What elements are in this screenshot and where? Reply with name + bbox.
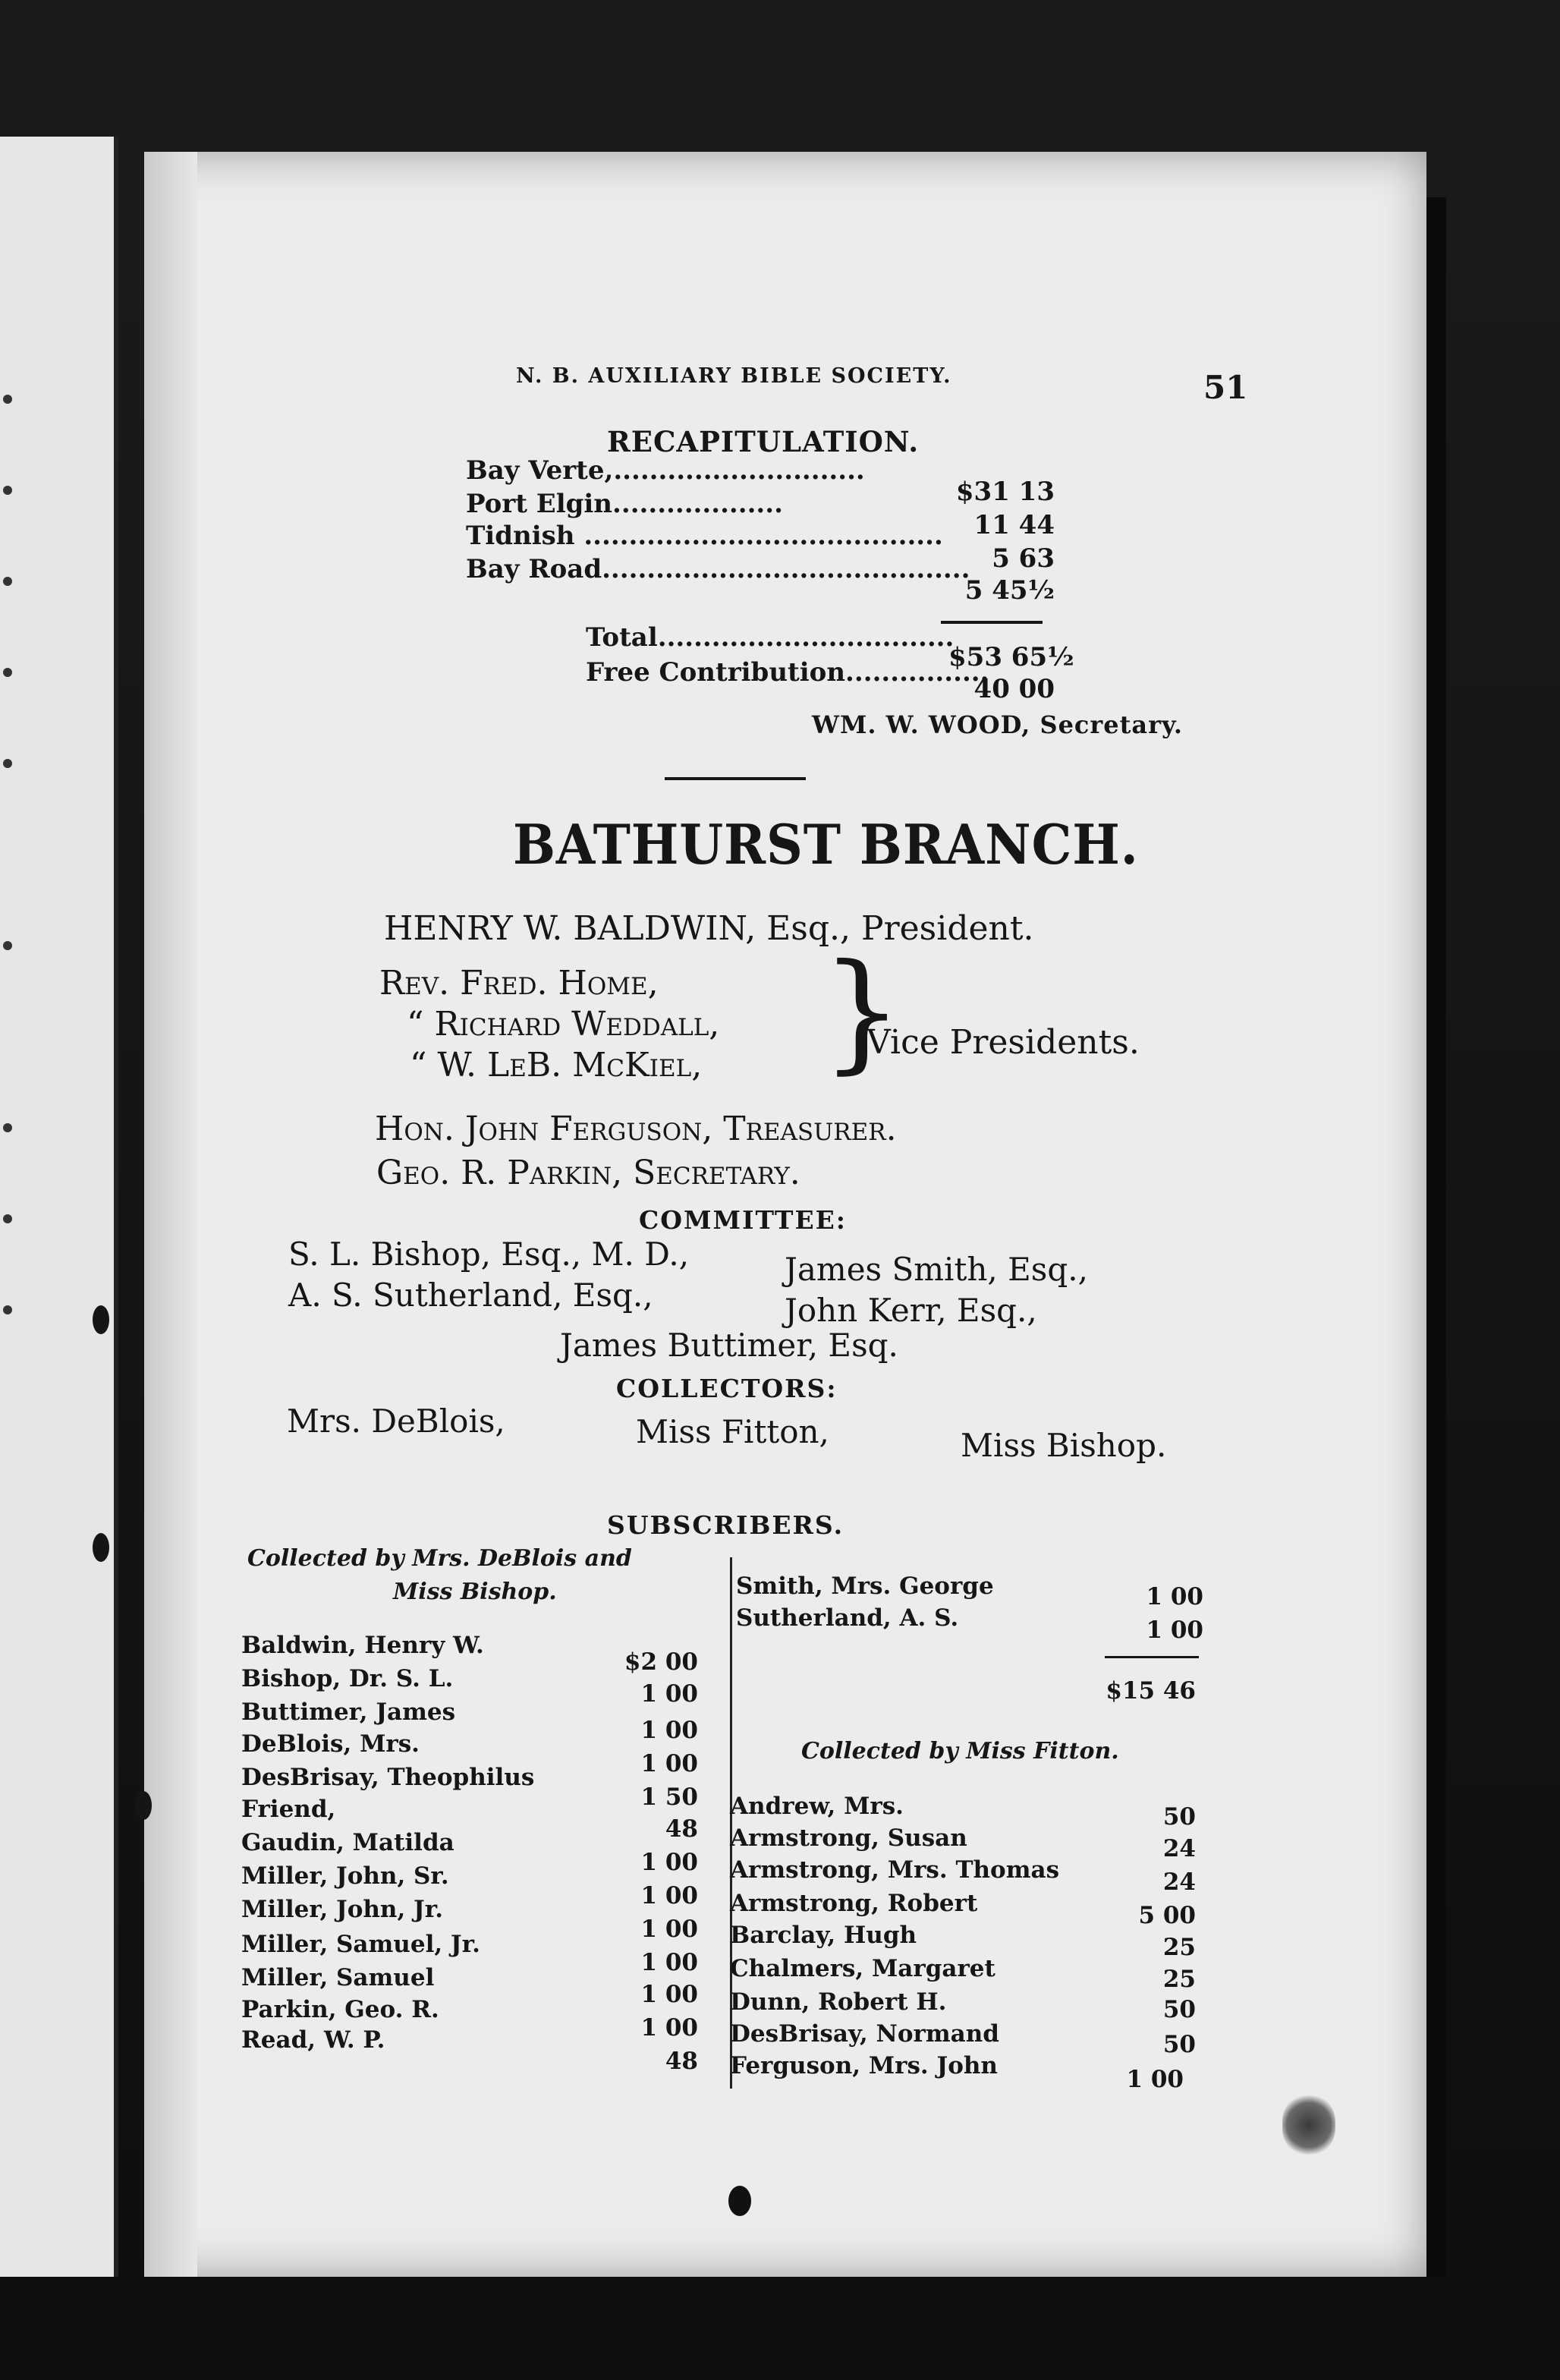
vice-president: “ Richard Weddall, — [407, 1005, 720, 1044]
recap-label: Port Elgin................... — [466, 489, 783, 519]
subscribers-heading: SUBSCRIBERS. — [607, 1510, 844, 1540]
subscriber-amount: 1 00 — [640, 2014, 698, 2042]
sum-rule — [941, 621, 1043, 624]
subscriber-amount: 1 00 — [640, 1882, 698, 1909]
ink-blot — [728, 2186, 751, 2216]
sum-rule — [1105, 1656, 1199, 1658]
recap-label: Tidnish ........................................ — [466, 521, 943, 551]
collectors-heading: COLLECTORS: — [616, 1374, 838, 1403]
subscriber-amount: 1 00 — [640, 1717, 698, 1744]
subscriber-name: Read, W. P. — [241, 2026, 385, 2054]
recap-free-value: 40 00 — [973, 674, 1055, 704]
subscriber-amount: 25 — [1162, 1966, 1196, 1993]
page-number: 51 — [1203, 369, 1248, 406]
subscriber-name: Miller, Samuel — [241, 1964, 435, 1991]
section-divider — [665, 777, 806, 780]
subscriber-name: Bishop, Dr. S. L. — [241, 1665, 454, 1692]
subscriber-amount: 24 — [1162, 1868, 1196, 1896]
committee-heading: COMMITTEE: — [639, 1205, 847, 1235]
subscriber-amount: 1 00 — [640, 1949, 698, 1976]
recap-total-label: Total................................. — [586, 622, 955, 653]
subscriber-amount: 1 00 — [640, 1680, 698, 1708]
subscriber-amount: 1 00 — [640, 1981, 698, 2008]
recap-label: Bay Road......................................... — [466, 554, 970, 584]
page-gutter — [144, 152, 197, 2277]
subscriber-amount: 48 — [665, 1815, 698, 1843]
secretary: Geo. R. Parkin, Secretary. — [376, 1154, 800, 1192]
recap-value: 5 45½ — [964, 575, 1055, 606]
treasurer: Hon. John Ferguson, Treasurer. — [375, 1110, 897, 1148]
binding-hole — [93, 1533, 109, 1562]
subscriber-amount: 1 00 — [1146, 1583, 1203, 1610]
subscriber-name: Miller, John, Sr. — [241, 1862, 449, 1890]
subscriber-amount: 24 — [1162, 1835, 1196, 1862]
subscriber-name: Armstrong, Robert — [730, 1890, 978, 1917]
subscriber-amount: 25 — [1162, 1934, 1196, 1961]
subscriber-name: DeBlois, Mrs. — [241, 1730, 420, 1758]
subscriber-name: Ferguson, Mrs. John — [730, 2052, 998, 2079]
subscriber-name: Chalmers, Margaret — [730, 1955, 995, 1982]
running-header: N. B. AUXILIARY BIBLE SOCIETY. — [516, 364, 952, 388]
committee-member: A. S. Sutherland, Esq., — [288, 1277, 653, 1314]
subscriber-amount: 1 00 — [640, 1750, 698, 1777]
collector: Miss Fitton, — [636, 1413, 829, 1450]
subscriber-amount: 1 00 — [640, 1916, 698, 1943]
subscriber-name: Miller, Samuel, Jr. — [241, 1931, 480, 1958]
subscriber-name: Armstrong, Mrs. Thomas — [730, 1856, 1060, 1884]
recap-heading: RECAPITULATION. — [607, 425, 920, 458]
subscriber-name: Smith, Mrs. George — [736, 1572, 994, 1600]
subscriber-name: Dunn, Robert H. — [730, 1988, 947, 2016]
branch-title: BATHURST BRANCH. — [513, 812, 1139, 877]
brace-icon: } — [821, 937, 904, 1087]
ink-stain — [1282, 2095, 1335, 2155]
vice-president: “ W. LeB. McKiel, — [410, 1046, 703, 1085]
subscriber-name: Buttimer, James — [241, 1698, 456, 1726]
subscriber-name: Parkin, Geo. R. — [241, 1996, 439, 2023]
subscriber-amount: 5 00 — [1138, 1902, 1196, 1929]
president: HENRY W. BALDWIN, Esq., President. — [384, 909, 1034, 948]
recap-free-label: Free Contribution................ — [586, 657, 989, 688]
subscriber-amount: 48 — [665, 2048, 698, 2075]
subscriber-name: Friend, — [241, 1796, 336, 1823]
subscriber-name: Miller, John, Jr. — [241, 1896, 443, 1923]
left-column-heading: Miss Bishop. — [393, 1579, 557, 1605]
committee-member: John Kerr, Esq., — [785, 1292, 1037, 1329]
subscriber-amount: 1 00 — [1126, 2066, 1184, 2093]
right-column-heading: Collected by Miss Fitton. — [801, 1738, 1119, 1765]
committee-member: S. L. Bishop, Esq., M. D., — [288, 1236, 690, 1273]
subscriber-amount: 50 — [1162, 1996, 1196, 2023]
binding-hole — [93, 1305, 109, 1334]
recap-total-value: $53 65½ — [948, 642, 1074, 672]
subscriber-total: $15 46 — [1106, 1677, 1196, 1705]
subscriber-amount: 50 — [1162, 2031, 1196, 2058]
subscriber-amount: 1 50 — [640, 1783, 698, 1811]
recap-value: 5 63 — [992, 543, 1055, 574]
vice-presidents-label: Vice Presidents. — [866, 1023, 1140, 1062]
subscriber-amount: $2 00 — [624, 1648, 698, 1676]
subscriber-amount: 50 — [1162, 1803, 1196, 1831]
recap-label: Bay Verte,............................ — [466, 455, 865, 486]
recap-signature: WM. W. WOOD, Secretary. — [812, 710, 1184, 739]
collector: Miss Bishop. — [961, 1427, 1167, 1464]
committee-member: James Buttimer, Esq. — [560, 1327, 898, 1364]
recap-value: $31 13 — [955, 477, 1055, 507]
page-edge-shadow — [1426, 197, 1446, 2277]
subscriber-name: Gaudin, Matilda — [241, 1829, 454, 1856]
subscriber-amount: 1 00 — [1146, 1617, 1203, 1644]
committee-member: James Smith, Esq., — [785, 1251, 1088, 1288]
subscriber-name: Andrew, Mrs. — [730, 1793, 904, 1820]
left-column-heading: Collected by Mrs. DeBlois and — [247, 1545, 632, 1572]
collector: Mrs. DeBlois, — [287, 1402, 505, 1440]
subscriber-name: DesBrisay, Normand — [730, 2020, 999, 2048]
subscriber-name: DesBrisay, Theophilus — [241, 1764, 535, 1791]
subscriber-name: Sutherland, A. S. — [736, 1604, 959, 1632]
subscriber-name: Barclay, Hugh — [730, 1922, 917, 1949]
vice-president: Rev. Fred. Home, — [379, 964, 659, 1003]
binding-hole — [135, 1791, 152, 1820]
recap-value: 11 44 — [973, 510, 1055, 540]
subscriber-amount: 1 00 — [640, 1849, 698, 1876]
facing-page-marks — [0, 395, 23, 1609]
subscriber-name: Armstrong, Susan — [730, 1824, 967, 1852]
subscriber-name: Baldwin, Henry W. — [241, 1632, 484, 1659]
